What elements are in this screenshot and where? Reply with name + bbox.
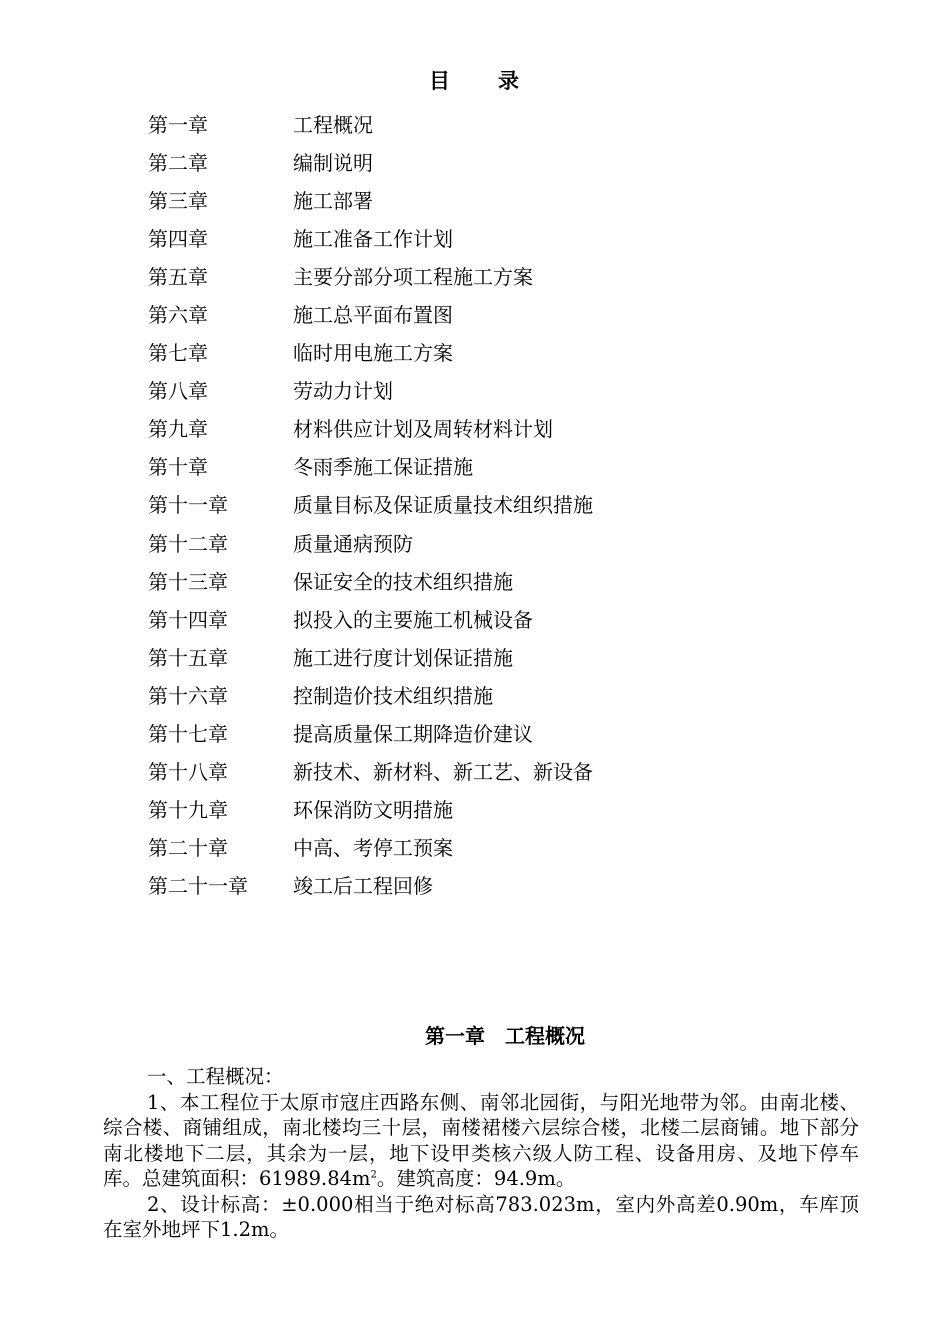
toc-item-title: 施工总平面布置图 — [293, 303, 453, 328]
toc-item — [148, 828, 593, 866]
toc-item — [148, 866, 593, 904]
toc-title — [0, 66, 950, 96]
toc-item — [148, 485, 593, 523]
toc-list — [148, 104, 593, 904]
paragraph-2: 2、设计标高：±0.000相当于绝对标高783.023m，室内外高差0.90m，车库顶在室外地坪下1.2m。 — [103, 1192, 859, 1241]
toc-item — [148, 409, 593, 447]
toc-item-title: 保证安全的技术组织措施 — [293, 569, 513, 594]
toc-title-left: 目 — [429, 69, 452, 93]
toc-item-number: 第四章 — [148, 226, 208, 251]
toc-item-number: 第十九章 — [148, 798, 228, 823]
toc-item — [148, 599, 593, 637]
toc-item-title: 编制说明 — [293, 150, 373, 175]
toc-item-number: 第十二章 — [148, 531, 228, 556]
toc-item-number: 第十六章 — [148, 683, 228, 708]
toc-item-title: 施工进行度计划保证措施 — [293, 645, 513, 670]
toc-item-number: 第三章 — [148, 188, 208, 213]
toc-item — [148, 637, 593, 675]
toc-item-title: 工程概况 — [293, 112, 373, 137]
toc-item-number: 第十四章 — [148, 607, 228, 632]
toc-item — [148, 371, 593, 409]
toc-item — [148, 790, 593, 828]
toc-item-number: 第六章 — [148, 303, 208, 328]
toc-item-title: 材料供应计划及周转材料计划 — [293, 417, 553, 442]
toc-item-title: 质量目标及保证质量技术组织措施 — [293, 493, 593, 518]
toc-item-title: 控制造价技术组织措施 — [293, 683, 493, 708]
paragraph-1 — [103, 1090, 859, 1192]
chapter-heading — [0, 1021, 950, 1051]
toc-item — [148, 523, 593, 561]
toc-item — [148, 447, 593, 485]
paragraph-1-tail: 。建筑高度：94.9m。 — [376, 1167, 576, 1190]
toc-item-title: 新技术、新材料、新工艺、新设备 — [293, 760, 593, 785]
section-title: 一、工程概况： — [147, 1065, 284, 1088]
toc-title-right: 录 — [498, 69, 521, 93]
superscript-2: 2 — [370, 1169, 377, 1181]
toc-item-title: 临时用电施工方案 — [293, 341, 453, 366]
toc-item-number: 第十五章 — [148, 645, 228, 670]
toc-item-title: 质量通病预防 — [293, 531, 413, 556]
toc-item — [148, 752, 593, 790]
toc-item — [148, 104, 593, 142]
toc-item-title: 施工部署 — [293, 188, 373, 213]
toc-item-title: 主要分部分项工程施工方案 — [293, 264, 533, 289]
toc-item-title: 环保消防文明措施 — [293, 798, 453, 823]
chapter-heading-num: 第一章 — [425, 1024, 485, 1048]
toc-item — [148, 218, 593, 256]
toc-item — [148, 294, 593, 332]
toc-item-title: 拟投入的主要施工机械设备 — [293, 607, 533, 632]
toc-item-number: 第二十一章 — [148, 874, 248, 899]
toc-item-number: 第五章 — [148, 264, 208, 289]
toc-item-number: 第十一章 — [148, 493, 228, 518]
toc-item-number: 第二章 — [148, 150, 208, 175]
toc-item-number: 第二十章 — [148, 836, 228, 861]
toc-item-number: 第八章 — [148, 379, 208, 404]
toc-item-title: 中高、考停工预案 — [293, 836, 453, 861]
toc-item — [148, 180, 593, 218]
toc-item-number: 第十三章 — [148, 569, 228, 594]
toc-item-number: 第九章 — [148, 417, 208, 442]
chapter-heading-title: 工程概况 — [505, 1024, 585, 1048]
toc-item-number: 第七章 — [148, 341, 208, 366]
toc-item — [148, 675, 593, 713]
toc-item-title: 劳动力计划 — [293, 379, 393, 404]
toc-item-title: 提高质量保工期降造价建议 — [293, 722, 533, 747]
toc-item — [148, 561, 593, 599]
toc-item — [148, 142, 593, 180]
toc-item-number: 第十八章 — [148, 760, 228, 785]
toc-item-title: 冬雨季施工保证措施 — [293, 455, 473, 480]
toc-item-title: 施工准备工作计划 — [293, 226, 453, 251]
chapter-body — [103, 1064, 859, 1243]
toc-item — [148, 333, 593, 371]
toc-item — [148, 256, 593, 294]
toc-item — [148, 714, 593, 752]
paragraph-1-text: 1、本工程位于太原市寇庄西路东侧、南邻北园街，与阳光地带为邻。由南北楼、综合楼、商铺组成，南北楼均三十层，南楼裙楼六层综合楼，北楼二层商铺。地下部分南北楼地下二层，其余为一层，地下设甲类核六级人防工程、设备用房、及地下停车库。总建筑面积：61989.84m — [103, 1090, 859, 1190]
toc-item-number: 第十七章 — [148, 722, 228, 747]
toc-item-number: 第一章 — [148, 112, 208, 137]
toc-item-title: 竣工后工程回修 — [293, 874, 433, 899]
toc-item-number: 第十章 — [148, 455, 208, 480]
